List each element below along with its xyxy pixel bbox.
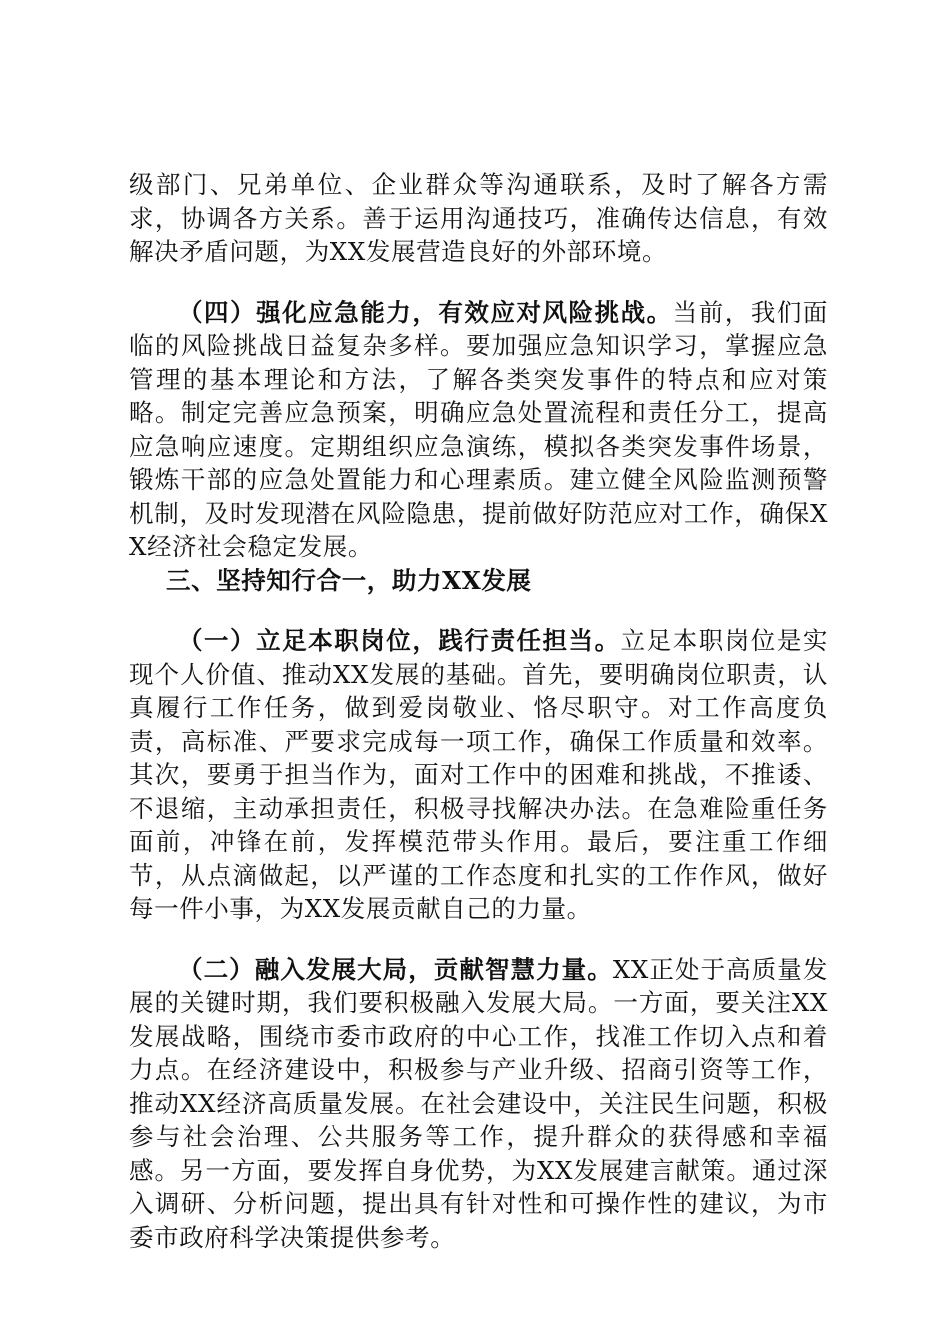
paragraph-emergency-capability xyxy=(129,296,828,564)
paragraph-text: 当前，我们面临的风险挑战日益复杂多样。要加强应急知识学习，掌握应急管理的基本理论和方法，了解各类突发事件的特点和应对策略。制定完善应急预案，明确应急处置流程和责任分工，提高应急响应速度。定期组织应急演练，模拟各类突发事件场景，锻炼干部的应急处置能力和心理素质。建立健全风险监测预警机制，及时发现潜在风险隐患，提前做好防范应对工作，确保XX经济社会稳定发展。 xyxy=(129,297,828,561)
paragraph-lead: （二）融入发展大局，贡献智慧力量。 xyxy=(178,954,613,984)
paragraph-job-responsibility xyxy=(129,624,828,926)
paragraph-development-overall xyxy=(129,953,828,1255)
section-heading: 三、坚持知行合一，助力XX发展 xyxy=(166,565,532,595)
paragraph-text: 级部门、兄弟单位、企业群众等沟通联系，及时了解各方需求，协调各方关系。善于运用沟通技巧，准确传达信息，有效解决矛盾问题，为XX发展营造良好的外部环境。 xyxy=(129,170,828,266)
document-body xyxy=(129,168,828,1254)
paragraph-text: XX正处于高质量发展的关键时期，我们要积极融入发展大局。一方面，要关注XX发展战略，围绕市委市政府的中心工作，找准工作切入点和着力点。在经济建设中，积极参与产业升级、招商引资等工作，推动XX经济高质量发展。在社会建设中，关注民生问题，积极参与社会治理、公共服务等工作，提升群众的获得感和幸福感。另一方面，要发挥自身优势，为XX发展建言献策。通过深入调研、分析问题，提出具有针对性和可操作性的建议，为市委市政府科学决策提供参考。 xyxy=(129,954,828,1252)
paragraph-text: 立足本职岗位是实现个人价值、推动XX发展的基础。首先，要明确岗位职责，认真履行工作任务，做到爱岗敬业、恪尽职守。对工作高度负责，高标准、严要求完成每一项工作，确保工作质量和效率。其次，要勇于担当作为，面对工作中的困难和挑战，不推诿、不退缩，主动承担责任，积极寻找解决办法。在急难险重任务面前，冲锋在前，发挥模范带头作用。最后，要注重工作细节，从点滴做起，以严谨的工作态度和扎实的工作作风，做好每一件小事，为XX发展贡献自己的力量。 xyxy=(129,626,828,923)
paragraph-continuation xyxy=(129,168,828,269)
paragraph-lead: （一）立足本职岗位，践行责任担当。 xyxy=(178,626,621,655)
paragraph-lead: （四）强化应急能力，有效应对风险挑战。 xyxy=(178,297,673,327)
